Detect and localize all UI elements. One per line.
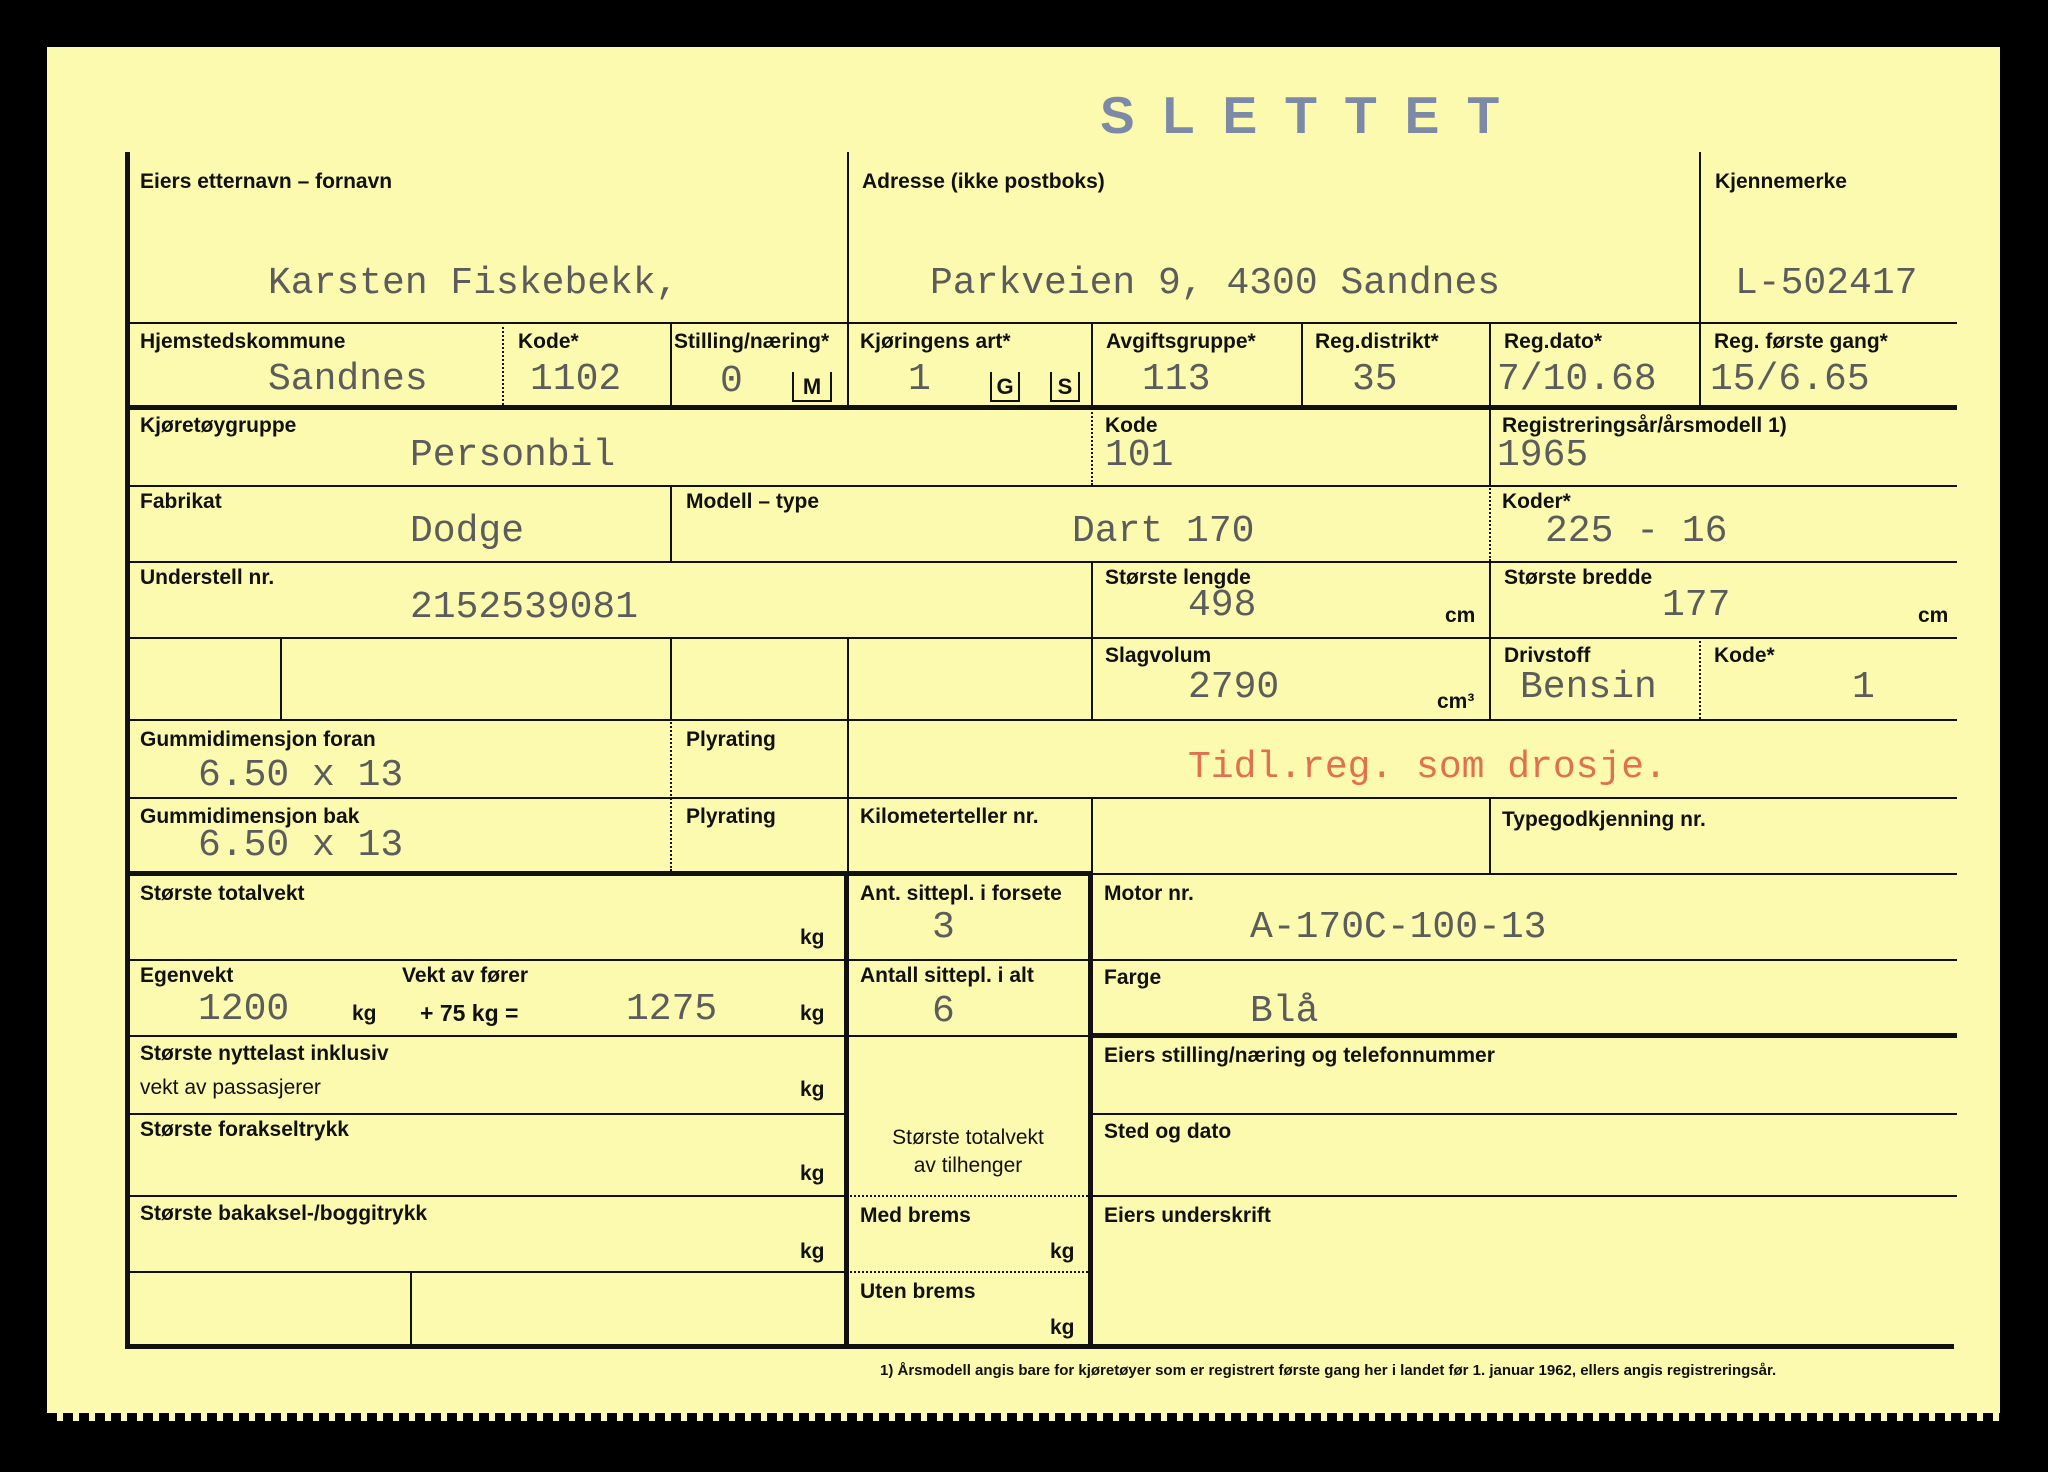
label-owner-signature: Eiers underskrift <box>1104 1204 1271 1227</box>
reg-date-value: 7/10.68 <box>1497 358 1657 401</box>
chassis-number-value: 2152539081 <box>410 586 639 629</box>
dotted-rule <box>847 1195 1091 1197</box>
label-registration-mark: Kjennemerke <box>1715 170 1847 193</box>
label-ply-rating-front: Plyrating <box>686 728 776 751</box>
label-rear-axle-load: Største bakaksel-/boggitrykk <box>140 1202 428 1225</box>
rule <box>847 959 1957 961</box>
rule <box>125 1113 847 1115</box>
rule <box>670 485 672 561</box>
codes-value: 225 - 16 <box>1545 510 1728 553</box>
fuel-code-value: 1 <box>1852 666 1875 709</box>
unit-kg: kg <box>1050 1316 1075 1339</box>
label-without-brakes: Uten brems <box>860 1280 976 1303</box>
unit-cm3: cm³ <box>1437 690 1475 713</box>
label-home-municipality: Hjemstedskommune <box>140 330 346 353</box>
rule <box>847 637 849 719</box>
label-with-brakes: Med brems <box>860 1204 971 1227</box>
registration-mark-value: L-502417 <box>1735 262 1918 305</box>
rule <box>125 719 1957 721</box>
tire-front-value: 6.50 x 13 <box>198 754 404 797</box>
label-plus-75-kg: + 75 kg = <box>420 1000 519 1026</box>
dotted-rule <box>1699 637 1701 719</box>
rule <box>125 871 1091 876</box>
label-chassis-number: Understell nr. <box>140 566 275 589</box>
label-owner-name: Eiers etternavn – fornavn <box>140 170 393 193</box>
reg-district-value: 35 <box>1352 358 1398 401</box>
occupation-value: 0 <box>720 360 743 403</box>
label-fee-group: Avgiftsgruppe* <box>1106 330 1256 353</box>
rule <box>410 1271 412 1344</box>
fuel-value: Bensin <box>1520 666 1657 709</box>
rule <box>125 1344 1954 1349</box>
label-driver-weight: Vekt av fører <box>402 964 529 987</box>
checkbox-m[interactable]: M <box>792 372 832 402</box>
color-value: Blå <box>1250 990 1319 1033</box>
rule <box>844 871 849 1349</box>
rule <box>1091 873 1957 875</box>
rule <box>1091 637 1093 719</box>
remark-previous-registration: Tidl.reg. som drosje. <box>1188 746 1667 789</box>
dotted-rule <box>847 1271 1091 1273</box>
fee-group-value: 113 <box>1142 358 1211 401</box>
rule <box>125 637 1957 639</box>
rule <box>1489 637 1491 719</box>
unit-kg: kg <box>800 1078 825 1101</box>
rule <box>1699 322 1701 405</box>
label-driving-type: Kjøringens art* <box>860 330 1011 353</box>
rule <box>1091 561 1093 637</box>
unit-kg: kg <box>800 1240 825 1263</box>
checkbox-s[interactable]: S <box>1050 372 1080 402</box>
rule <box>1489 322 1491 405</box>
rule <box>125 1271 847 1273</box>
rule <box>1489 797 1491 873</box>
checkbox-g[interactable]: G <box>990 372 1020 402</box>
label-type-approval: Typegodkjenning nr. <box>1502 808 1706 831</box>
total-weight-calc-value: 1275 <box>626 988 718 1031</box>
label-code: Kode* <box>518 330 579 353</box>
rule <box>1301 322 1303 405</box>
label-reg-date: Reg.dato* <box>1504 330 1603 353</box>
dotted-rule <box>1091 405 1093 485</box>
rule <box>1091 322 1093 405</box>
label-reg-district: Reg.distrikt* <box>1315 330 1439 353</box>
total-seats-value: 6 <box>932 990 955 1033</box>
driving-type-value: 1 <box>908 358 931 401</box>
rule <box>1091 797 1093 873</box>
label-vehicle-group: Kjøretøygruppe <box>140 414 297 437</box>
rule <box>125 797 1957 799</box>
unit-kg: kg <box>1050 1240 1075 1263</box>
max-length-value: 498 <box>1188 584 1257 627</box>
rule <box>125 485 1957 487</box>
rule <box>1489 561 1491 637</box>
label-max-width: Største bredde <box>1504 566 1653 589</box>
front-seats-value: 3 <box>932 906 955 949</box>
label-occupation: Stilling/næring* <box>674 330 830 353</box>
label-front-seats: Ant. sittepl. i forsete <box>860 882 1062 905</box>
vehicle-code-value: 101 <box>1105 434 1174 477</box>
rule <box>125 561 1957 563</box>
label-place-date: Sted og dato <box>1104 1120 1232 1143</box>
label-payload-line2: vekt av passasjerer <box>140 1076 321 1099</box>
make-value: Dodge <box>410 510 525 553</box>
label-own-weight: Egenvekt <box>140 964 234 987</box>
unit-cm: cm <box>1918 604 1949 627</box>
code-value: 1102 <box>530 358 622 401</box>
model-value: Dart 170 <box>1072 510 1255 553</box>
label-max-total-weight: Største totalvekt <box>140 882 305 905</box>
label-model: Modell – type <box>686 490 820 513</box>
rule <box>125 405 1957 410</box>
label-make: Fabrikat <box>140 490 222 513</box>
unit-kg: kg <box>800 1162 825 1185</box>
registration-year-value: 1965 <box>1497 434 1589 477</box>
rule <box>847 322 849 405</box>
rule <box>1091 1113 1957 1115</box>
rule <box>1091 1195 1957 1197</box>
label-ply-rating-rear: Plyrating <box>686 805 776 828</box>
label-max-length: Største lengde <box>1105 566 1251 589</box>
label-owner-occupation-phone: Eiers stilling/næring og telefonnummer <box>1104 1044 1495 1067</box>
label-fuel: Drivstoff <box>1504 644 1591 667</box>
label-codes: Koder* <box>1502 490 1571 513</box>
deleted-stamp: SLETTET <box>1100 87 1528 145</box>
rule <box>125 1195 847 1197</box>
label-payload-line1: Største nyttelast inklusiv <box>140 1042 389 1065</box>
owner-name-value: Karsten Fiskebekk, <box>268 262 679 305</box>
rule <box>1699 152 1701 322</box>
label-displacement: Slagvolum <box>1105 644 1212 667</box>
displacement-value: 2790 <box>1188 666 1280 709</box>
label-fuel-code: Kode* <box>1714 644 1775 667</box>
tire-rear-value: 6.50 x 13 <box>198 824 404 867</box>
label-tire-rear: Gummidimensjon bak <box>140 805 360 828</box>
dotted-rule <box>1489 485 1491 561</box>
rule <box>280 637 282 719</box>
rule <box>125 959 847 961</box>
own-weight-value: 1200 <box>198 988 290 1031</box>
unit-kg: kg <box>800 1002 825 1025</box>
unit-kg: kg <box>352 1002 377 1025</box>
label-front-axle-load: Største forakseltrykk <box>140 1118 349 1141</box>
label-total-seats: Antall sittepl. i alt <box>860 964 1034 987</box>
dotted-rule <box>670 719 672 871</box>
label-trailer-weight-line2: av tilhenger <box>913 1154 1023 1177</box>
max-width-value: 177 <box>1662 584 1731 627</box>
label-first-registration: Reg. første gang* <box>1714 330 1888 353</box>
rule <box>125 1035 1091 1037</box>
unit-cm: cm <box>1445 604 1476 627</box>
rule <box>670 637 672 719</box>
label-vehicle-code: Kode <box>1105 414 1158 437</box>
rule <box>847 719 849 871</box>
home-municipality-value: Sandnes <box>268 358 428 401</box>
rule <box>125 322 1957 324</box>
label-tire-front: Gummidimensjon foran <box>140 728 376 751</box>
label-engine-number: Motor nr. <box>1104 882 1194 905</box>
engine-number-value: A-170C-100-13 <box>1250 906 1547 949</box>
rule <box>670 322 672 405</box>
rule <box>847 152 849 322</box>
form-left-border <box>125 152 130 1349</box>
rule <box>1489 405 1491 485</box>
label-registration-year: Registreringsår/årsmodell 1) <box>1502 414 1787 437</box>
rule <box>1088 871 1093 1349</box>
unit-kg: kg <box>800 926 825 949</box>
address-value: Parkveien 9, 4300 Sandnes <box>930 262 1501 305</box>
rule <box>1091 1033 1957 1038</box>
first-registration-value: 15/6.65 <box>1710 358 1870 401</box>
label-address: Adresse (ikke postboks) <box>862 170 1105 193</box>
label-odometer: Kilometerteller nr. <box>860 805 1039 828</box>
label-color: Farge <box>1104 966 1162 989</box>
vehicle-group-value: Personbil <box>410 434 616 477</box>
label-trailer-weight-line1: Største totalvekt <box>892 1126 1044 1149</box>
dotted-rule <box>502 322 504 405</box>
footnote: 1) Årsmodell angis bare for kjøretøyer som er registrert første gang her i landet før 1. januar 1962, ellers angis registreringsår. <box>880 1362 1777 1379</box>
